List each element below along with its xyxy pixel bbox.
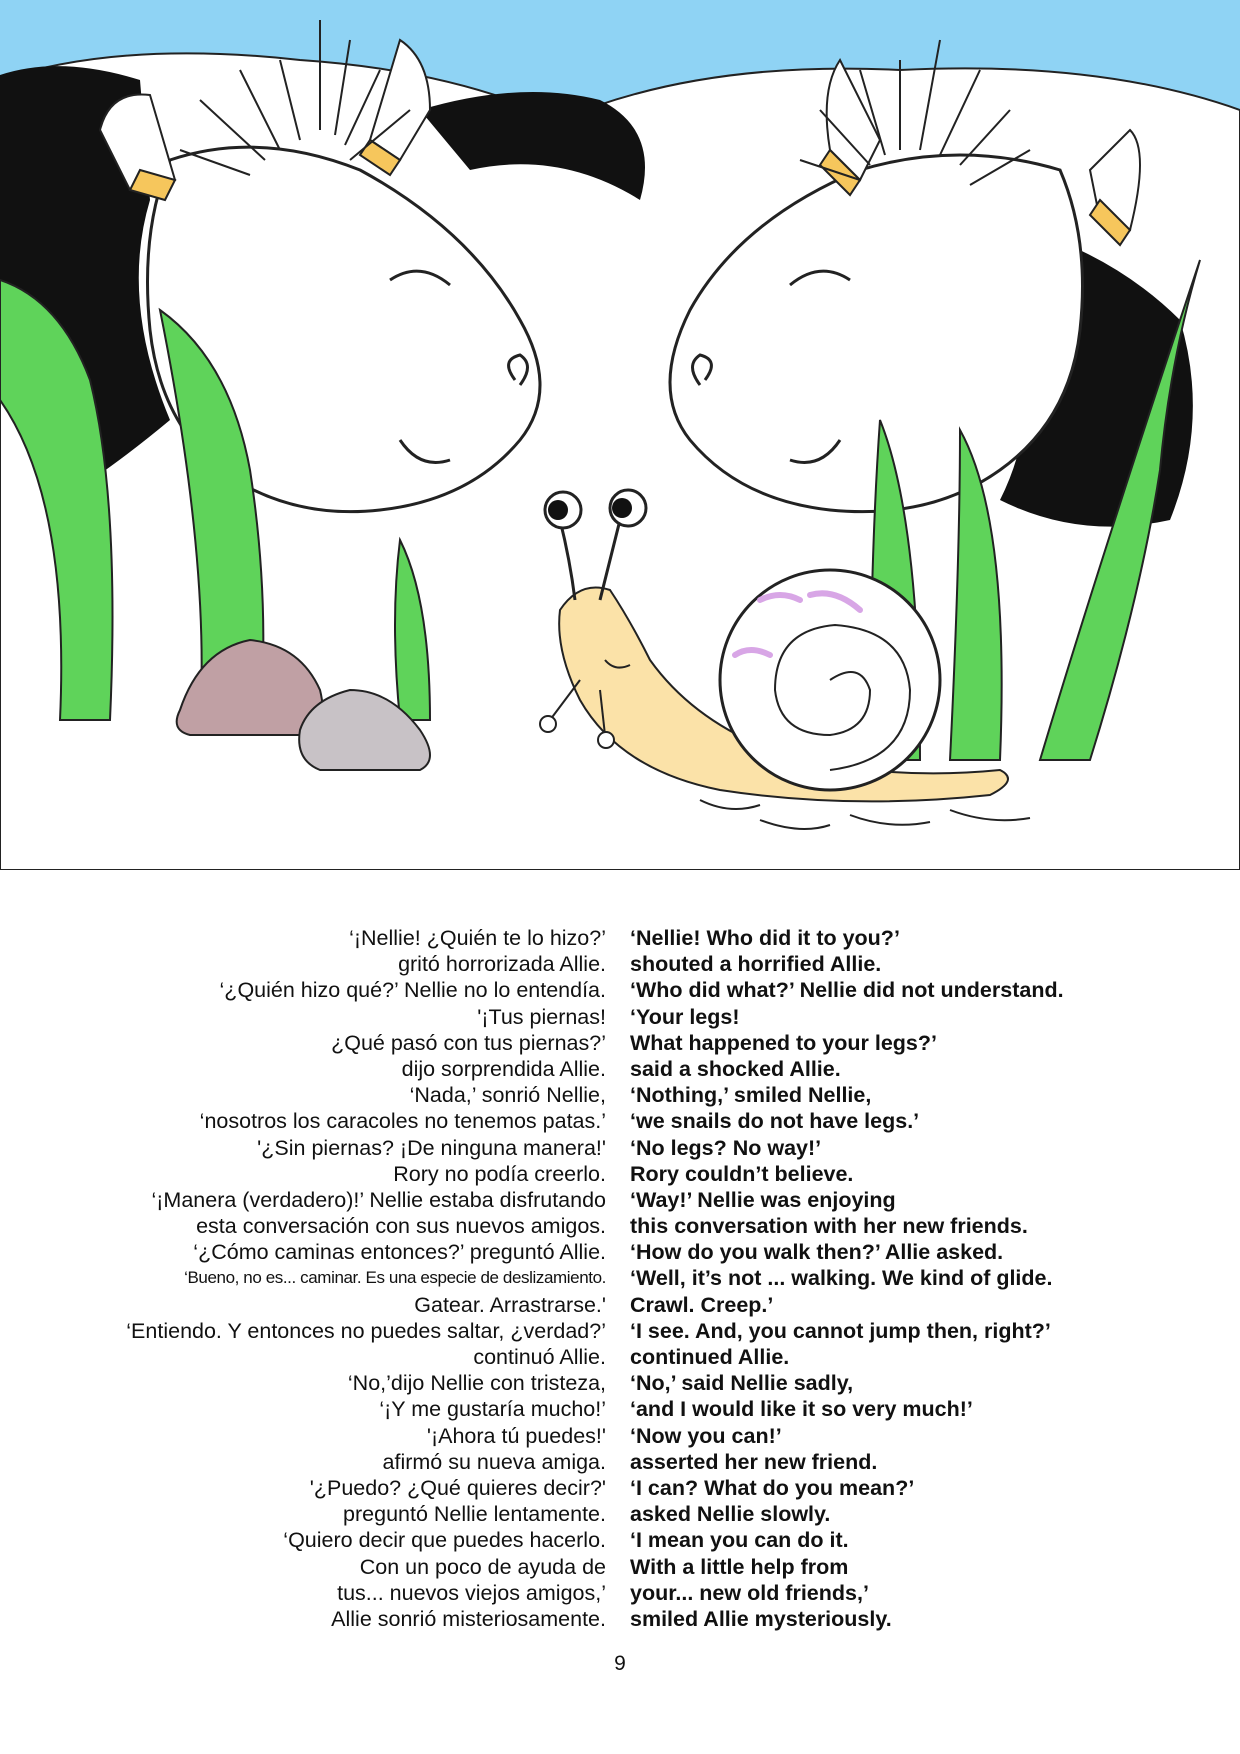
text-line-row — [0, 1318, 1240, 1344]
text-line-row — [0, 1239, 1240, 1265]
english-text-line: said a shocked Allie. — [630, 1056, 841, 1081]
english-text-line: shouted a horrified Allie. — [630, 952, 882, 977]
spanish-text-line: ‘Nada,’ sonrió Nellie, — [409, 1083, 606, 1108]
text-line-row — [0, 951, 1240, 977]
text-line-row — [0, 1082, 1240, 1108]
spanish-text-line: tus... nuevos viejos amigos,’ — [337, 1580, 606, 1605]
english-text-line: continued Allie. — [630, 1345, 790, 1369]
english-text-line: smiled Allie mysteriously. — [630, 1606, 892, 1631]
spanish-text-line: Gatear. Arrastrarse.' — [414, 1292, 606, 1317]
english-text-line: ‘we snails do not have legs.’ — [630, 1109, 920, 1134]
spanish-text-line: ‘¡Y me gustaría mucho!’ — [379, 1397, 606, 1422]
text-line-row — [0, 1501, 1240, 1527]
spanish-text-line: ‘¿Cómo caminas entonces?’ preguntó Allie. — [193, 1240, 606, 1265]
spanish-text-line: gritó horrorizada Allie. — [398, 952, 606, 977]
english-text-line: ‘Nellie! Who did it to you?’ — [630, 926, 900, 950]
spanish-text-line: Rory no podía creerlo. — [393, 1161, 606, 1186]
english-text-line: ‘Way!’ Nellie was enjoying — [630, 1187, 896, 1212]
english-text-line: ‘I mean you can do it. — [630, 1528, 849, 1553]
english-text-line: Rory couldn’t believe. — [630, 1161, 854, 1186]
bilingual-story-text — [0, 925, 1240, 1632]
text-line-row — [0, 1344, 1240, 1370]
text-line-row — [0, 1527, 1240, 1553]
spanish-text-line: Con un poco de ayuda de — [359, 1554, 606, 1579]
text-line-row — [0, 1004, 1240, 1030]
text-line-row — [0, 1580, 1240, 1606]
snail-tentacle-tip — [598, 732, 614, 748]
english-text-line: ‘Your legs! — [630, 1004, 740, 1029]
english-text-line: ‘Now you can!’ — [630, 1423, 782, 1448]
text-line-row — [0, 1370, 1240, 1396]
english-text-line: With a little help from — [630, 1554, 849, 1579]
english-text-line: ‘Nothing,’ smiled Nellie, — [630, 1083, 872, 1108]
spanish-text-line: continuó Allie. — [473, 1345, 606, 1369]
english-text-line: ‘Well, it’s not ... walking. We kind of glide. — [630, 1266, 1053, 1291]
text-line-row — [0, 1056, 1240, 1082]
goats-and-snail-illustration — [0, 0, 1240, 870]
english-text-line: this conversation with her new friends. — [630, 1214, 1028, 1239]
text-line-row — [0, 925, 1240, 951]
page-number: 9 — [614, 1652, 626, 1675]
spanish-text-line: dijo sorprendida Allie. — [401, 1056, 606, 1081]
spanish-text-line: ‘nosotros los caracoles no tenemos patas.’ — [199, 1109, 606, 1134]
snail-tentacle-tip — [540, 716, 556, 732]
snail-pupil-right — [612, 498, 632, 518]
english-text-line: ‘Who did what?’ Nellie did not understand. — [630, 978, 1064, 1003]
spanish-text-line: '¡Tus piernas! — [477, 1004, 606, 1029]
spanish-text-line: ‘¡Manera (verdadero)!’ Nellie estaba disfrutando — [151, 1187, 606, 1212]
english-text-line: your... new old friends,’ — [630, 1580, 869, 1605]
english-text-line: ‘and I would like it so very much!’ — [630, 1397, 973, 1422]
text-line-row — [0, 1292, 1240, 1318]
english-text-line: Crawl. Creep.’ — [630, 1292, 774, 1317]
spanish-text-line: ‘No,’dijo Nellie con tristeza, — [347, 1371, 606, 1396]
spanish-text-line: ‘Entiendo. Y entonces no puedes saltar, ¿verdad?’ — [126, 1318, 606, 1343]
english-text-line: ‘How do you walk then?’ Allie asked. — [630, 1240, 1004, 1265]
spanish-text-line: ‘Quiero decir que puedes hacerlo. — [283, 1528, 606, 1553]
text-line-row — [0, 1396, 1240, 1422]
text-line-row — [0, 1449, 1240, 1475]
spanish-text-line: '¿Puedo? ¿Qué quieres decir?' — [309, 1475, 606, 1500]
text-line-row — [0, 1161, 1240, 1187]
spanish-text-line: ‘Bueno, no es... caminar. Es una especie de deslizamiento. — [184, 1268, 606, 1288]
spanish-text-line: Allie sonrió misteriosamente. — [331, 1606, 606, 1631]
spanish-text-line: '¡Ahora tú puedes!' — [426, 1423, 606, 1448]
spanish-text-line: '¿Sin piernas? ¡De ninguna manera!' — [257, 1135, 606, 1160]
text-line-row — [0, 1265, 1240, 1291]
english-text-line: ‘I can? What do you mean?’ — [630, 1475, 915, 1500]
text-line-row — [0, 1030, 1240, 1056]
text-line-row — [0, 1135, 1240, 1161]
spanish-text-line: esta conversación con sus nuevos amigos. — [196, 1214, 606, 1239]
text-line-row — [0, 1213, 1240, 1239]
english-text-line: What happened to your legs?’ — [630, 1030, 937, 1055]
text-line-row — [0, 1606, 1240, 1632]
english-text-line: ‘I see. And, you cannot jump then, right?’ — [630, 1318, 1051, 1343]
spanish-text-line: preguntó Nellie lentamente. — [343, 1502, 606, 1527]
spanish-text-line: afirmó su nueva amiga. — [382, 1449, 606, 1474]
spanish-text-line: ‘¿Quién hizo qué?’ Nellie no lo entendía. — [219, 978, 606, 1003]
snail-pupil-left — [548, 500, 568, 520]
text-line-row — [0, 1423, 1240, 1449]
english-text-line: ‘No,’ said Nellie sadly, — [630, 1371, 854, 1396]
text-line-row — [0, 1108, 1240, 1134]
spanish-text-line: ¿Qué pasó con tus piernas?’ — [331, 1030, 606, 1055]
text-line-row — [0, 1475, 1240, 1501]
spanish-text-line: ‘¡Nellie! ¿Quién te lo hizo?’ — [349, 926, 606, 950]
english-text-line: asserted her new friend. — [630, 1449, 878, 1474]
text-line-row — [0, 1554, 1240, 1580]
english-text-line: asked Nellie slowly. — [630, 1502, 831, 1527]
text-line-row — [0, 977, 1240, 1003]
english-text-line: ‘No legs? No way!’ — [630, 1135, 822, 1160]
text-line-row — [0, 1187, 1240, 1213]
